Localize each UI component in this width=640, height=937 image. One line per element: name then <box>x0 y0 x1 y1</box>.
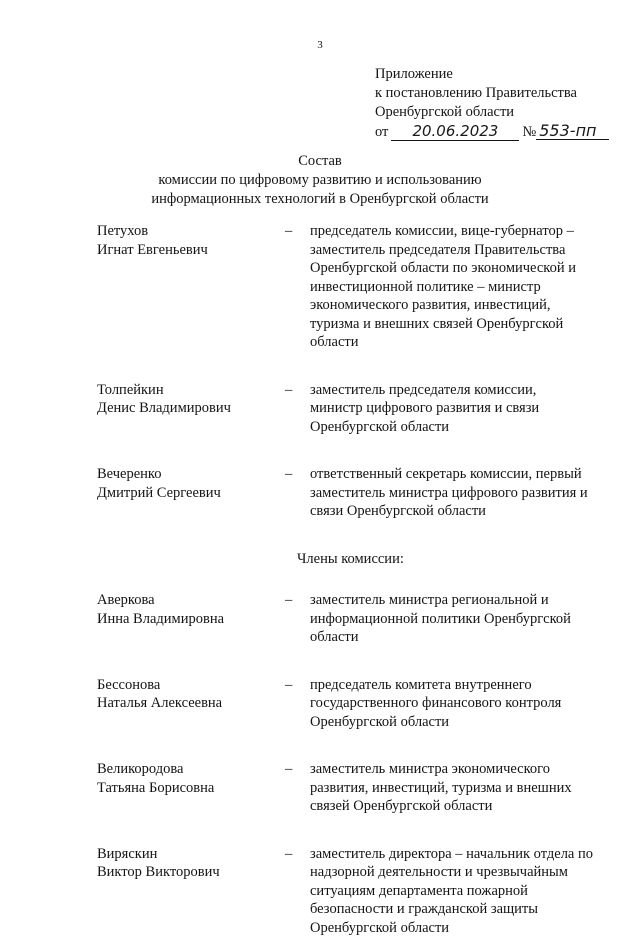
dash-separator: – <box>285 845 310 937</box>
document-title <box>0 152 640 209</box>
roster-entry-chairman <box>97 222 617 352</box>
roster-entry-member <box>97 845 617 937</box>
role-line: заместитель председателя Правительства <box>310 241 615 260</box>
role-line: информационной политики Оренбургской <box>310 610 615 629</box>
title-line-3: информационных технологий в Оренбургской области <box>0 190 640 209</box>
role-line: Оренбургской области <box>310 713 615 732</box>
member-role <box>310 676 615 732</box>
role-line: связей Оренбургской области <box>310 797 615 816</box>
appendix-block <box>375 65 625 142</box>
role-line: Оренбургской области по экономической и <box>310 259 615 278</box>
appendix-title: Приложение <box>375 65 625 84</box>
member-role <box>310 222 615 352</box>
roster-entry-deputy-chairman <box>97 381 617 437</box>
dash-separator: – <box>285 222 310 352</box>
member-given-names: Наталья Алексеевна <box>97 694 285 713</box>
member-surname: Толпейкин <box>97 381 285 400</box>
number-prefix: № <box>522 123 536 142</box>
appendix-region: Оренбургской области <box>375 103 625 122</box>
handwritten-date: 20.06.2023 <box>391 123 519 141</box>
dash-separator: – <box>285 676 310 732</box>
member-name <box>97 591 285 647</box>
role-line: ситуациям департамента пожарной <box>310 882 615 901</box>
role-line: Оренбургской области <box>310 418 615 437</box>
role-line: экономического развития, инвестиций, <box>310 296 615 315</box>
member-role <box>310 845 615 937</box>
member-role <box>310 760 615 816</box>
role-line: области <box>310 628 615 647</box>
member-given-names: Татьяна Борисовна <box>97 779 285 798</box>
member-given-names: Виктор Викторович <box>97 863 285 882</box>
roster-entry-secretary <box>97 465 617 521</box>
member-role <box>310 381 615 437</box>
role-line: государственного финансового контроля <box>310 694 615 713</box>
role-line: заместитель министра цифрового развития и <box>310 484 615 503</box>
member-surname: Петухов <box>97 222 285 241</box>
dash-separator: – <box>285 465 310 521</box>
member-given-names: Инна Владимировна <box>97 610 285 629</box>
member-name <box>97 676 285 732</box>
roster-entry-member <box>97 591 617 647</box>
role-line: надзорной деятельности и чрезвычайным <box>310 863 615 882</box>
role-line: безопасности и гражданской защиты <box>310 900 615 919</box>
role-line: заместитель директора – начальник отдела по <box>310 845 615 864</box>
dash-separator: – <box>285 760 310 816</box>
member-surname: Аверкова <box>97 591 285 610</box>
roster-entry-member <box>97 676 617 732</box>
role-line: связи Оренбургской области <box>310 502 615 521</box>
dash-separator: – <box>285 381 310 437</box>
roster-entry-member <box>97 760 617 816</box>
role-line: министр цифрового развития и связи <box>310 399 615 418</box>
role-line: туризма и внешних связей Оренбургской <box>310 315 615 334</box>
role-line: ответственный секретарь комиссии, первый <box>310 465 615 484</box>
role-line: председатель комиссии, вице-губернатор – <box>310 222 615 241</box>
role-line: заместитель министра региональной и <box>310 591 615 610</box>
role-line: области <box>310 333 615 352</box>
commission-roster <box>97 222 617 937</box>
member-surname: Бессонова <box>97 676 285 695</box>
role-line: развития, инвестиций, туризма и внешних <box>310 779 615 798</box>
role-line: председатель комитета внутреннего <box>310 676 615 695</box>
member-role <box>310 591 615 647</box>
member-surname: Виряскин <box>97 845 285 864</box>
member-name <box>97 381 285 437</box>
member-given-names: Игнат Евгеньевич <box>97 241 285 260</box>
member-given-names: Дмитрий Сергеевич <box>97 484 285 503</box>
member-name <box>97 760 285 816</box>
appendix-reference: к постановлению Правительства <box>375 84 625 103</box>
member-name <box>97 465 285 521</box>
members-caption: Члены комиссии: <box>97 550 617 569</box>
member-surname: Вечеренко <box>97 465 285 484</box>
member-surname: Великородова <box>97 760 285 779</box>
role-line: заместитель председателя комиссии, <box>310 381 615 400</box>
date-prefix: от <box>375 123 388 142</box>
handwritten-number: 553-пп <box>536 122 609 140</box>
role-line: Оренбургской области <box>310 919 615 937</box>
member-given-names: Денис Владимирович <box>97 399 285 418</box>
role-line: инвестиционной политике – министр <box>310 278 615 297</box>
dash-separator: – <box>285 591 310 647</box>
page-number: 3 <box>0 38 640 52</box>
role-line: заместитель министра экономического <box>310 760 615 779</box>
title-line-2: комиссии по цифровому развитию и использованию <box>0 171 640 190</box>
member-name <box>97 222 285 352</box>
title-line-1: Состав <box>0 152 640 171</box>
member-role <box>310 465 615 521</box>
member-name <box>97 845 285 937</box>
appendix-date-row <box>375 122 625 142</box>
